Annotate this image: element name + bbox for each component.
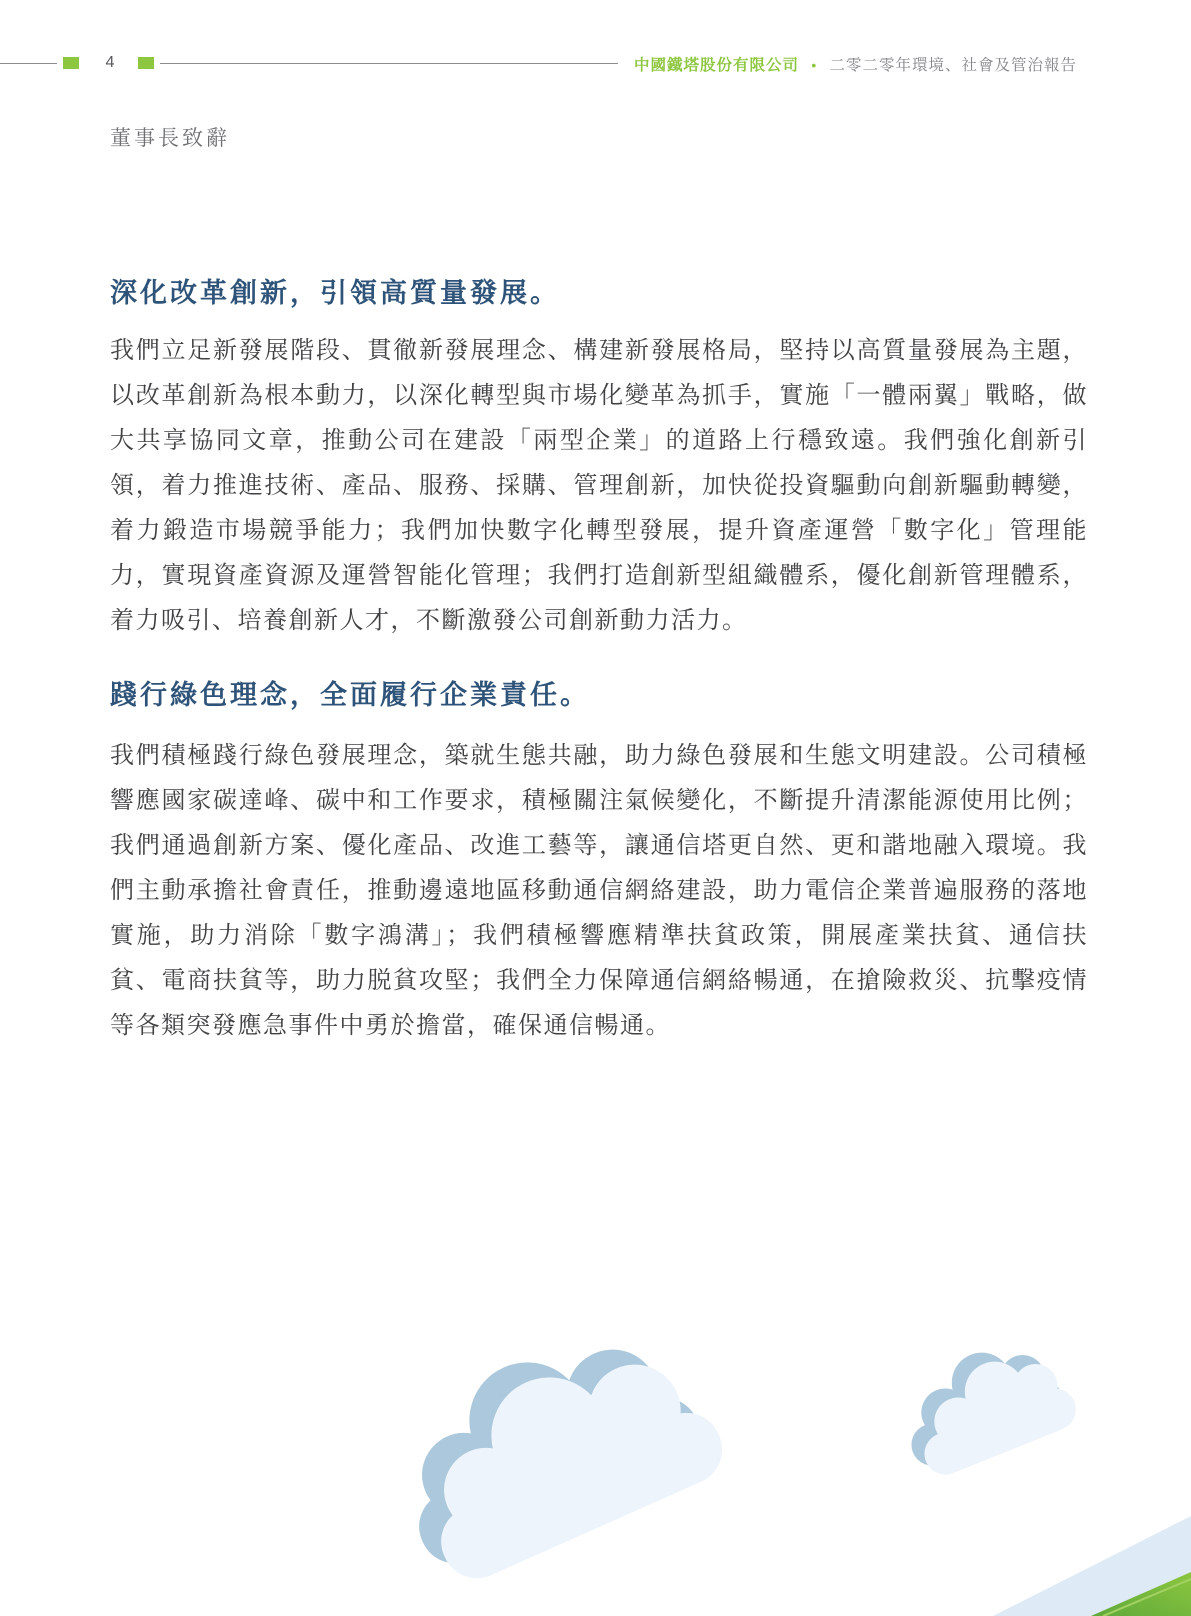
section-body-innovation: 我們立足新發展階段、貫徹新發展理念、構建新發展格局，堅持以高質量發展為主題，以改革創新為根本動力，以深化轉型與市場化變革為抓手，實施「一體兩翼」戰略，做大共享協同文章，推動公司在建設「兩型企業」的道路上行穩致遠。我們強化創新引領，着力推進技術、產品、服務、採購、管理創新，加快從投資驅動向創新驅動轉變，着力鍛造市場競爭能力；我們加快數字化轉型發展，提升資產運營「數字化」管理能力，實現資產資源及運營智能化管理；我們打造創新型組織體系，優化創新管理體系，着力吸引、培養創新人才，不斷激發公司創新動力活力。 bbox=[110, 337, 1088, 634]
bullet-separator-icon: • bbox=[811, 57, 818, 73]
corner-wedge-green bbox=[1091, 1570, 1191, 1616]
green-square-marker bbox=[63, 57, 79, 69]
section-body-green: 我們積極踐行綠色發展理念，築就生態共融，助力綠色發展和生態文明建設。公司積極響應國家碳達峰、碳中和工作要求，積極關注氣候變化，不斷提升清潔能源使用比例；我們通過創新方案、優化產品、改進工藝等，讓通信塔更自然、更和諧地融入環境。我們主動承擔社會責任，推動邊遠地區移動通信網絡建設，助力電信企業普遍服務的落地實施，助力消除「數字鴻溝」；我們積極響應精準扶貧政策，開展產業扶貧、通信扶貧、電商扶貧等，助力脱貧攻堅；我們全力保障通信網絡暢通，在搶險救災、抗擊疫情等各類突發應急事件中勇於擔當，確保通信暢通。 bbox=[110, 742, 1088, 1039]
report-title: 二零二零年環境、社會及管治報告 bbox=[829, 57, 1078, 74]
cloud-illustration-small bbox=[891, 1340, 1079, 1478]
cloud-illustration-large bbox=[383, 1326, 731, 1584]
chapter-label: 董事長致辭 bbox=[110, 127, 230, 150]
header-rule-mid bbox=[160, 63, 618, 64]
company-name: 中國鐵塔股份有限公司 bbox=[634, 57, 800, 74]
header-rule-left bbox=[0, 63, 57, 64]
running-header bbox=[634, 53, 1077, 75]
section-heading-green: 踐行綠色理念，全面履行企業責任。 bbox=[110, 680, 590, 710]
page-number: 4 bbox=[105, 54, 115, 71]
green-square-marker bbox=[138, 57, 154, 69]
section-heading-innovation: 深化改革創新，引領高質量發展。 bbox=[110, 278, 560, 308]
